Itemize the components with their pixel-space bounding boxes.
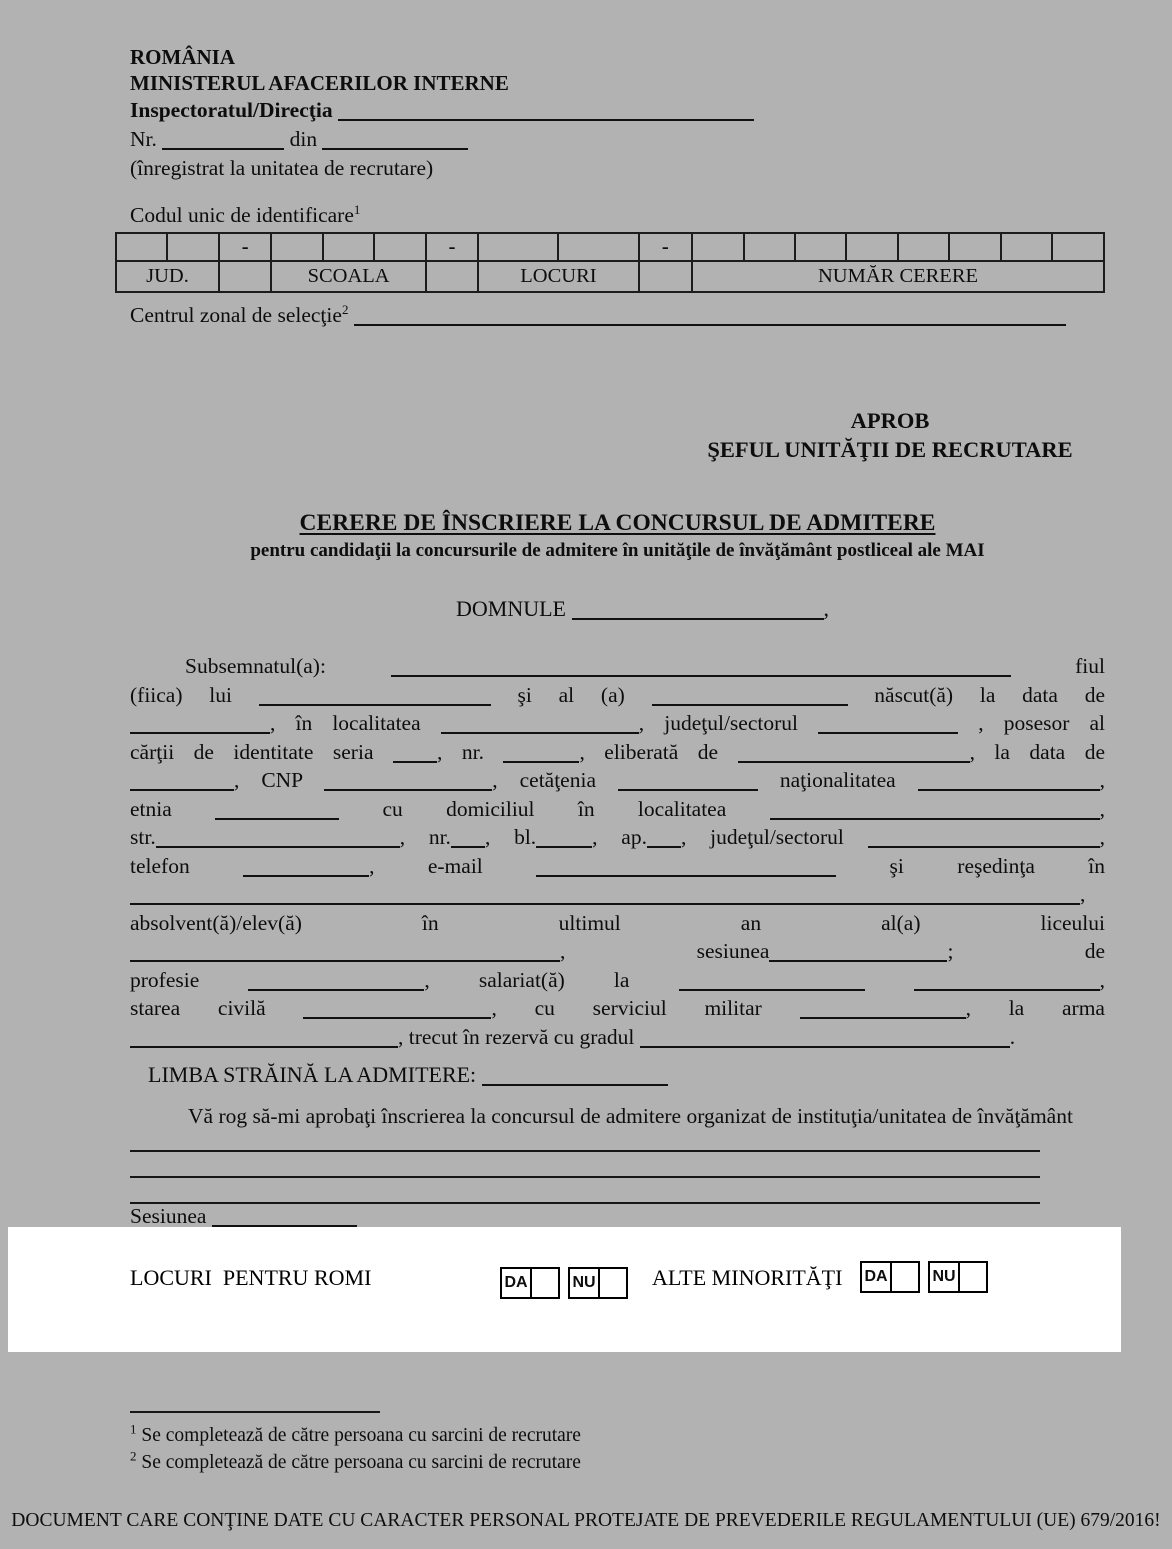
footnote-line xyxy=(130,1422,1105,1449)
ministry-title: MINISTERUL AFACERILOR INTERNE xyxy=(130,71,509,95)
selection-center-footnote-ref: 2 xyxy=(341,301,349,317)
fill-in-blank[interactable] xyxy=(259,703,491,706)
form-body-line xyxy=(130,937,1105,966)
nu-label: NU xyxy=(570,1269,600,1297)
other-nu-checkbox[interactable] xyxy=(960,1263,986,1291)
body-text: profesie xyxy=(130,967,249,992)
form-body-line xyxy=(130,852,1105,881)
fill-in-blank[interactable] xyxy=(503,760,579,763)
salutation-comma: , xyxy=(823,596,829,621)
fill-in-blank[interactable] xyxy=(303,1016,491,1019)
body-text: , în localitatea xyxy=(270,711,441,735)
salutation-label: DOMNULE xyxy=(456,596,566,621)
session-blank[interactable] xyxy=(212,1224,357,1227)
cui-footnote-ref: 1 xyxy=(353,201,361,217)
cui-empty-cell xyxy=(639,261,692,292)
body-text: cu domiciliul în localitatea xyxy=(339,796,770,821)
cui-digit-cell[interactable] xyxy=(167,233,218,261)
body-text: naţionalitatea xyxy=(757,768,918,792)
request-sentence: Vă rog să-mi aprobaţi înscrierea la concursul de admitere organizat de instituţia/unitatea de învăţământ xyxy=(188,1104,1073,1128)
cui-section-label xyxy=(130,203,360,228)
fill-in-blank[interactable] xyxy=(769,959,947,962)
body-text: , xyxy=(1080,882,1086,906)
cui-dash-cell: - xyxy=(219,233,271,261)
cui-empty-cell xyxy=(426,261,478,292)
inspectorate-label: Inspectoratul/Direcţia xyxy=(130,98,333,122)
romi-nu-checkbox[interactable] xyxy=(600,1269,626,1297)
cui-digit-cell[interactable] xyxy=(692,233,743,261)
romi-da-box xyxy=(500,1267,560,1299)
foreign-language-label: LIMBA STRĂINĂ LA ADMITERE: xyxy=(148,1062,477,1087)
romi-seats-label: LOCURI PENTRU ROMI xyxy=(130,1265,372,1290)
body-text: , cu serviciul militar xyxy=(491,996,800,1020)
cui-digit-cell[interactable] xyxy=(744,233,795,261)
body-text: (fiica) lui xyxy=(130,682,259,707)
form-body-line xyxy=(130,880,1105,909)
body-text: . xyxy=(1009,1024,1016,1049)
selection-center-blank[interactable] xyxy=(354,323,1066,326)
body-text: şi reşedinţa în xyxy=(836,853,1106,878)
form-body-line xyxy=(130,823,1105,852)
cui-dash-cell: - xyxy=(426,233,478,261)
footnote-separator xyxy=(130,1411,380,1413)
salutation-blank[interactable] xyxy=(572,617,824,620)
body-text: Subsemnatul(a): xyxy=(185,654,391,678)
body-text: ; de xyxy=(947,939,1105,963)
foreign-language-blank[interactable] xyxy=(482,1083,668,1086)
fill-in-blank[interactable] xyxy=(130,731,270,734)
other-da-box xyxy=(860,1261,920,1293)
body-text: şi al (a) xyxy=(490,682,652,707)
cui-digit-cell[interactable] xyxy=(374,233,425,261)
cui-group-label: LOCURI xyxy=(478,261,638,292)
cui-group-label: JUD. xyxy=(116,261,219,292)
body-text: str. xyxy=(130,825,156,849)
body-text: , bl. xyxy=(484,825,537,849)
body-text: , ap. xyxy=(592,825,647,849)
body-text: , nr. xyxy=(436,739,504,764)
other-minorities-label: ALTE MINORITĂŢI xyxy=(652,1265,843,1290)
cui-digit-cell[interactable] xyxy=(795,233,846,261)
cui-digit-cell[interactable] xyxy=(323,233,374,261)
form-body-line xyxy=(130,795,1105,824)
da-label: DA xyxy=(862,1263,892,1291)
fill-in-blank[interactable] xyxy=(640,1045,1010,1048)
fill-in-blank[interactable] xyxy=(647,845,681,848)
body-text: , sesiunea xyxy=(560,939,770,963)
approver-title: ŞEFUL UNITĂŢII DE RECRUTARE xyxy=(707,437,1073,462)
nu-label: NU xyxy=(930,1263,960,1291)
body-text: etnia xyxy=(130,796,216,821)
body-text: , cetăţenia xyxy=(492,768,618,792)
fill-in-blank[interactable] xyxy=(818,731,958,734)
body-text: , nr. xyxy=(399,825,451,849)
body-text: , CNP xyxy=(234,768,325,792)
fill-in-blank[interactable] xyxy=(215,817,339,820)
fill-in-blank[interactable] xyxy=(391,674,1011,677)
cui-digit-cell[interactable] xyxy=(949,233,1000,261)
body-text: telefon xyxy=(130,853,244,878)
approval-block xyxy=(660,406,1120,464)
form-body-line xyxy=(130,966,1105,995)
fill-in-blank[interactable] xyxy=(130,959,560,962)
fill-in-blank[interactable] xyxy=(868,845,1100,848)
cui-group-label: SCOALA xyxy=(271,261,425,292)
fill-in-blank[interactable] xyxy=(679,988,865,991)
institution-fill-line[interactable] xyxy=(130,1150,1040,1152)
selection-center-line xyxy=(130,303,1066,328)
fill-in-blank[interactable] xyxy=(618,788,758,791)
footnote-ref: 2 xyxy=(130,1448,137,1464)
cui-empty-cell xyxy=(219,261,271,292)
body-text: , xyxy=(1099,825,1105,849)
cui-digit-cell[interactable] xyxy=(271,233,322,261)
session-label: Sesiunea xyxy=(130,1204,207,1228)
body-text: , la data de xyxy=(969,739,1106,764)
body-text: , posesor al xyxy=(958,711,1106,735)
din-label: din xyxy=(289,127,318,151)
form-body-line xyxy=(130,681,1105,710)
other-nu-box xyxy=(928,1261,988,1293)
cui-digit-cell[interactable] xyxy=(478,233,558,261)
body-text: fiul xyxy=(1010,654,1105,678)
cui-group-label: NUMĂR CERERE xyxy=(692,261,1104,292)
cui-dash-cell: - xyxy=(639,233,692,261)
title-block xyxy=(130,510,1105,562)
form-body-line xyxy=(130,994,1105,1023)
cui-digit-cell[interactable] xyxy=(846,233,897,261)
fill-in-blank[interactable] xyxy=(130,1045,398,1048)
fill-in-blank[interactable] xyxy=(918,788,1100,791)
fill-in-blank[interactable] xyxy=(652,703,848,706)
form-body-line xyxy=(130,652,1105,681)
fill-in-blank[interactable] xyxy=(536,874,836,877)
salutation-line xyxy=(130,596,1105,622)
country-title: ROMÂNIA xyxy=(130,45,235,69)
cui-digit-cell[interactable] xyxy=(558,233,638,261)
da-label: DA xyxy=(502,1269,532,1297)
body-text xyxy=(865,968,914,992)
fill-in-blank[interactable] xyxy=(243,874,369,877)
body-text: , xyxy=(1099,967,1105,992)
minorities-highlight-band xyxy=(8,1227,1121,1352)
footnote-text: Se completează de către persoana cu sarcini de recrutare xyxy=(136,1452,581,1473)
nr-label: Nr. xyxy=(130,127,157,151)
foreign-language-line xyxy=(148,1062,668,1088)
fill-in-blank[interactable] xyxy=(914,988,1100,991)
inspectorate-blank[interactable] xyxy=(338,118,754,121)
fill-in-blank[interactable] xyxy=(536,845,592,848)
session-line xyxy=(130,1204,357,1229)
footnote-text: Se completează de către persoana cu sarcini de recrutare xyxy=(136,1425,581,1446)
footnote-ref: 1 xyxy=(130,1421,137,1437)
body-text: , eliberată de xyxy=(579,739,738,764)
body-text: , xyxy=(1099,768,1105,792)
institution-fill-line[interactable] xyxy=(130,1176,1040,1178)
body-text: , xyxy=(1099,796,1105,821)
fill-in-blank[interactable] xyxy=(324,788,492,791)
form-title: CERERE DE ÎNSCRIERE LA CONCURSUL DE ADMITERE xyxy=(299,510,936,536)
nr-blank[interactable] xyxy=(162,147,284,150)
form-body-line xyxy=(130,766,1105,795)
cui-digit-cell[interactable] xyxy=(1052,233,1104,261)
approve-word: APROB xyxy=(850,408,930,433)
fill-in-blank[interactable] xyxy=(738,760,970,763)
fill-in-blank[interactable] xyxy=(156,845,400,848)
fill-in-blank[interactable] xyxy=(441,731,639,734)
selection-center-label: Centrul zonal de selecţie xyxy=(130,303,342,327)
romi-da-nu-group xyxy=(500,1267,628,1299)
din-blank[interactable] xyxy=(322,147,468,150)
registered-note: (înregistrat la unitatea de recrutare) xyxy=(130,156,434,180)
footnote-line xyxy=(130,1449,1105,1476)
other-minorities-da-nu-group xyxy=(860,1261,988,1293)
body-text: cărţii de identitate seria xyxy=(130,739,393,764)
body-text: , trecut în rezervă cu gradul xyxy=(398,1024,640,1049)
fill-in-blank[interactable] xyxy=(451,845,485,848)
body-text: , la arma xyxy=(965,996,1105,1020)
cui-digit-cell[interactable] xyxy=(1001,233,1052,261)
romi-nu-box xyxy=(568,1267,628,1299)
fill-in-blank[interactable] xyxy=(130,788,234,791)
form-body-line xyxy=(130,709,1105,738)
body-text: starea civilă xyxy=(130,996,304,1020)
body-text: , salariat(ă) la xyxy=(424,967,679,992)
form-body-line xyxy=(130,909,1105,938)
form-body-line xyxy=(130,1023,1105,1052)
body-text: , judeţul/sectorul xyxy=(638,711,819,735)
fill-in-blank[interactable] xyxy=(248,988,424,991)
body-text: , e-mail xyxy=(369,853,537,878)
fill-in-blank[interactable] xyxy=(800,1016,966,1019)
form-body-line xyxy=(130,738,1105,767)
body-text: absolvent(ă)/elev(ă) în ultimul an al(a) liceului xyxy=(130,910,1105,935)
fill-in-blank[interactable] xyxy=(393,760,437,763)
form-header xyxy=(130,44,1105,183)
cui-label-text: Codul unic de identificare xyxy=(130,203,354,227)
body-text: , judeţul/sectorul xyxy=(680,825,868,849)
body-text: născut(ă) la data de xyxy=(847,682,1105,707)
cui-digit-cell[interactable] xyxy=(116,233,167,261)
cui-digit-cell[interactable] xyxy=(898,233,949,261)
romi-da-checkbox[interactable] xyxy=(532,1269,558,1297)
form-body-paragraph xyxy=(130,652,1105,1051)
gdpr-footer: DOCUMENT CARE CONŢINE DATE CU CARACTER PERSONAL PROTEJATE DE PREVEDERILE REGULAMENTULUI (UE) 679/2016! xyxy=(11,1510,1161,1531)
form-subtitle: pentru candidaţii la concursurile de admitere în unităţile de învăţământ postliceal ale MAI xyxy=(250,540,985,561)
fill-in-blank[interactable] xyxy=(130,902,1080,905)
fill-in-blank[interactable] xyxy=(770,817,1100,820)
cui-table xyxy=(115,232,1105,293)
footnotes xyxy=(130,1422,1105,1476)
other-da-checkbox[interactable] xyxy=(892,1263,918,1291)
